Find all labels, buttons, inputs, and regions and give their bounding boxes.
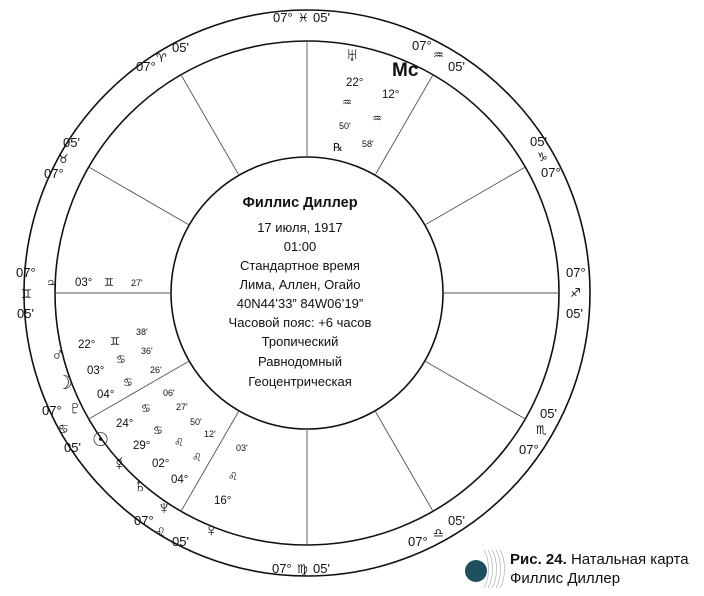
mars-minutes: 38': [136, 327, 148, 337]
cusp-upper-right-min: 05': [448, 59, 465, 74]
neptune-minutes: 12': [204, 429, 216, 439]
birth-time: 01:00: [283, 239, 317, 254]
pluto-minutes: 26': [150, 365, 162, 375]
perspective: Геоцентрическая: [248, 374, 352, 389]
cusp-left-min: 05': [17, 306, 34, 321]
sun-minutes: 06': [163, 388, 175, 398]
mars-degree: 22°: [78, 339, 96, 351]
zodiac-type: Тропический: [261, 334, 339, 349]
venus-degree: 16°: [214, 495, 232, 507]
pluto-sign-icon: ♋: [123, 377, 133, 389]
time-zone: Часовой пояс: +6 часов: [228, 315, 372, 330]
sun-degree: 24°: [116, 418, 134, 430]
caption-text-1: Натальная карта: [570, 551, 689, 568]
midheaven-minutes: 58': [362, 139, 374, 149]
cusp-top-deg: 07°: [273, 10, 293, 25]
jupiter-icon: ♃: [45, 273, 60, 294]
house-cusp-line: [425, 361, 525, 419]
taurus-icon: ♉: [58, 152, 69, 166]
house-cusp-line: [425, 167, 525, 225]
sun-icon: ☉: [92, 430, 110, 451]
neptune-degree: 04°: [171, 474, 189, 486]
leo-icon: ♌: [155, 525, 166, 539]
scorpio-icon: ♏: [536, 423, 547, 437]
uranus-sign-icon: ♒: [342, 97, 352, 109]
cusp-upper-left-deg: 07°: [136, 59, 156, 74]
cusp-lower-left-min: 05': [172, 534, 189, 549]
midheaven-sign-icon: ♒: [372, 113, 382, 125]
saturn-icon: ♄: [133, 476, 148, 497]
venus-minutes: 03': [236, 443, 248, 453]
libra-icon: ♎: [433, 526, 444, 540]
mars-sign-icon: ♊: [110, 336, 120, 348]
cusp-left-deg: 07°: [16, 265, 36, 280]
saturn-minutes: 50': [190, 417, 202, 427]
caption-line-1: [510, 550, 689, 569]
cusp-right-lower-deg: 05': [540, 406, 557, 421]
figure-caption: [510, 550, 689, 588]
house-cusp-line: [89, 167, 189, 225]
moon-icon: ☽: [56, 373, 74, 394]
uranus-icon: ♅: [345, 45, 360, 66]
cusp-right-upper-deg: 05': [530, 134, 547, 149]
mercury-sign-icon: ♋: [153, 425, 163, 437]
jupiter-minutes: 27': [131, 278, 143, 288]
moon-minutes: 36': [141, 346, 153, 356]
caption-text-2: Филлис Диллер: [510, 570, 621, 587]
jupiter-sign-icon: ♊: [104, 277, 114, 289]
cusp-lower-right-min: 07°: [408, 534, 428, 549]
saturn-sign-icon: ♌: [174, 437, 184, 449]
sun-sign-icon: ♋: [141, 403, 151, 415]
chart-title: Филлис Диллер: [242, 195, 358, 211]
cusp-left-upper-deg: 05': [63, 135, 80, 150]
caption-wave-icon: [480, 548, 508, 590]
moon-sign-icon: ♋: [116, 354, 126, 366]
cusp-left-lower-deg: 07°: [42, 403, 62, 418]
cusp-right-min: 05': [566, 306, 583, 321]
neptune-icon: ♆: [157, 498, 172, 519]
sagittarius-icon: ♐: [570, 286, 581, 300]
virgo-icon: ♍: [297, 562, 308, 576]
saturn-degree: 02°: [152, 458, 170, 470]
house-system: Равнодомный: [257, 354, 343, 369]
mars-icon: ♂: [51, 345, 66, 366]
cusp-left-lower-min: 05': [64, 440, 81, 455]
figure-number: Рис. 24.: [510, 551, 567, 568]
venus-sign-icon: ♌: [228, 471, 238, 483]
aries-icon: ♈: [156, 51, 167, 65]
mercury-icon: ☿: [112, 454, 127, 475]
pluto-degree: 04°: [97, 389, 115, 401]
jupiter-degree: 03°: [75, 277, 93, 289]
gemini-icon: ♊: [21, 287, 32, 301]
uranus-degree: 22°: [346, 77, 364, 89]
cusp-top-min: 05': [313, 10, 330, 25]
capricorn-icon: ♑: [537, 150, 548, 164]
midheaven-degree: 12°: [382, 89, 400, 101]
cusp-right-deg: 07°: [566, 265, 586, 280]
cusp-upper-right-deg: 07°: [412, 38, 432, 53]
pisces-icon: ♓: [298, 11, 309, 25]
cusp-left-upper-min: 07°: [44, 166, 64, 181]
birth-place: Лима, Аллен, Огайо: [239, 277, 361, 292]
uranus-retrograde-icon: ℞: [333, 142, 343, 154]
cusp-lower-right-deg: 05': [448, 513, 465, 528]
birth-date: 17 июля, 1917: [257, 220, 343, 235]
cusp-right-upper-min: 07°: [541, 165, 561, 180]
cusp-lower-left-deg: 07°: [134, 513, 154, 528]
uranus-minutes: 50': [339, 121, 351, 131]
cusp-bottom-min: 05': [313, 561, 330, 576]
midheaven-label: Mc: [392, 60, 419, 81]
mercury-degree: 29°: [133, 440, 151, 452]
mercury-minutes: 27': [176, 402, 188, 412]
venus-icon: ♀: [204, 520, 219, 541]
house-cusp-line: [375, 411, 433, 511]
cusp-right-lower-min: 07°: [519, 442, 539, 457]
pluto-icon: ♇: [68, 398, 83, 419]
aquarius-icon: ♒: [433, 48, 444, 62]
cancer-icon: ♋: [58, 422, 69, 436]
moon-degree: 03°: [87, 365, 105, 377]
neptune-sign-icon: ♌: [192, 452, 202, 464]
time-type: Стандартное время: [240, 258, 360, 273]
cusp-bottom-deg: 07°: [272, 561, 292, 576]
house-cusp-line: [181, 75, 239, 175]
coordinates: 40N44’33” 84W06’19”: [236, 296, 364, 311]
cusp-upper-left-min: 05': [172, 40, 189, 55]
